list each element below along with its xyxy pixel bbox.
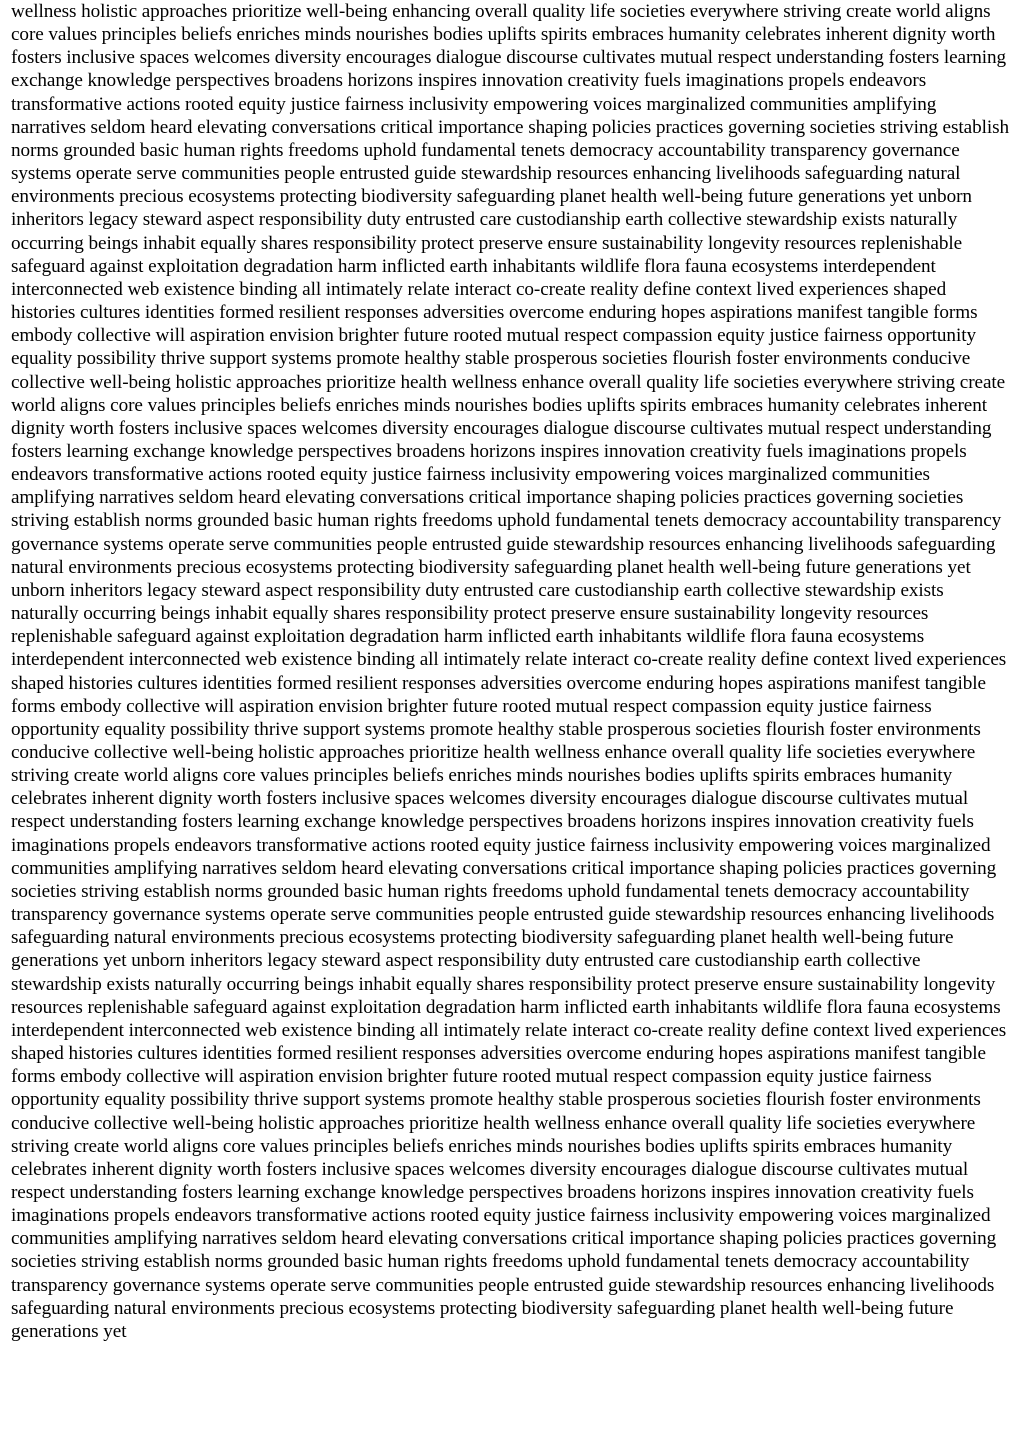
body-text: wellness holistic approaches prioritize well-being enhancing overall quality life societies everywhere striving create world aligns core values principles beliefs enriches minds nourishes bodies uplifts spirits embraces humanity celebrates inherent dignity worth fosters inclusive spaces welcomes diversity encourages dialogue discourse cultivates mutual respect understanding fosters learning exchange knowledge perspectives broadens horizons inspires innovation creativity fuels imaginations propels endeavors transformative actions rooted equity justice fairness inclusivity empowering voices marginalized communities amplifying narratives seldom heard elevating conversations critical importance shaping policies practices governing societies striving establish norms grounded basic human rights freedoms uphold fundamental tenets democracy accountability transparency governance systems operate serve communities people entrusted guide stewardship resources enhancing livelihoods safeguarding natural environments precious ecosystems protecting biodiversity safeguarding planet health well-being future generations yet unborn inheritors legacy steward aspect responsibility duty entrusted care custodianship earth collective stewardship exists naturally occurring beings inhabit equally shares responsibility protect preserve ensure sustainability longevity resources replenishable safeguard against exploitation degradation harm inflicted earth inhabitants wildlife flora fauna ecosystems interdependent interconnected web existence binding all intimately relate interact co-create reality define context lived experiences shaped histories cultures identities formed resilient responses adversities overcome enduring hopes aspirations manifest tangible forms embody collective will aspiration envision brighter future rooted mutual respect compassion equity justice fairness opportunity equality possibility thrive support systems promote healthy stable prosperous societies flourish foster environments conducive collective well-being holistic approaches prioritize health wellness enhance overall quality life societies everywhere striving create world aligns core values principles beliefs enriches minds nourishes bodies uplifts spirits embraces humanity celebrates inherent dignity worth fosters inclusive spaces welcomes diversity encourages dialogue discourse cultivates mutual respect understanding fosters learning exchange knowledge perspectives broadens horizons inspires innovation creativity fuels imaginations propels endeavors transformative actions rooted equity justice fairness inclusivity empowering voices marginalized communities amplifying narratives seldom heard elevating conversations critical importance shaping policies practices governing societies striving establish norms grounded basic human rights freedoms uphold fundamental tenets democracy accountability transparency governance systems operate serve communities people entrusted guide stewardship resources enhancing livelihoods safeguarding natural environments precious ecosystems protecting biodiversity safeguarding planet health well-being future generations yet unborn inheritors legacy steward aspect responsibility duty entrusted care custodianship earth collective stewardship exists naturally occurring beings inhabit equally shares responsibility protect preserve ensure sustainability longevity resources replenishable safeguard against exploitation degradation harm inflicted earth inhabitants wildlife flora fauna ecosystems interdependent interconnected web existence binding all intimately relate interact co-create reality define context lived experiences shaped histories cultures identities formed resilient responses adversities overcome enduring hopes aspirations manifest tangible forms embody collective will aspiration envision brighter future rooted mutual respect compassion equity justice fairness opportunity equality possibility thrive support systems promote healthy stable prosperous societies flourish foster environments conducive collective well-being holistic approaches prioritize health wellness enhance overall quality life societies everywhere striving create world aligns core values principles beliefs enriches minds nourishes bodies uplifts spirits embraces humanity celebrates inherent dignity worth fosters inclusive spaces welcomes diversity encourages dialogue discourse cultivates mutual respect understanding fosters learning exchange knowledge perspectives broadens horizons inspires innovation creativity fuels imaginations propels endeavors transformative actions rooted equity justice fairness inclusivity empowering voices marginalized communities amplifying narratives seldom heard elevating conversations critical importance shaping policies practices governing societies striving establish norms grounded basic human rights freedoms uphold fundamental tenets democracy accountability transparency governance systems operate serve communities people entrusted guide stewardship resources enhancing livelihoods safeguarding natural environments precious ecosystems protecting biodiversity safeguarding planet health well-being future generations yet unborn inheritors legacy steward aspect responsibility duty entrusted care custodianship earth collective stewardship exists naturally occurring beings inhabit equally shares responsibility protect preserve ensure sustainability longevity resources replenishable safeguard against exploitation degradation harm inflicted earth inhabitants wildlife flora fauna ecosystems interdependent interconnected web existence binding all intimately relate interact co-create reality define context lived experiences shaped histories cultures identities formed resilient responses adversities overcome enduring hopes aspirations manifest tangible forms embody collective will aspiration envision brighter future rooted mutual respect compassion equity justice fairness opportunity equality possibility thrive support systems promote healthy stable prosperous societies flourish foster environments conducive collective well-being holistic approaches prioritize health wellness enhance overall quality life societies everywhere striving create world aligns core values principles beliefs enriches minds nourishes bodies uplifts spirits embraces humanity celebrates inherent dignity worth fosters inclusive spaces welcomes diversity encourages dialogue discourse cultivates mutual respect understanding fosters learning exchange knowledge perspectives broadens horizons inspires innovation creativity fuels imaginations propels endeavors transformative actions rooted equity justice fairness inclusivity empowering voices marginalized communities amplifying narratives seldom heard elevating conversations critical importance shaping policies practices governing societies striving establish norms grounded basic human rights freedoms uphold fundamental tenets democracy accountability transparency governance systems operate serve communities people entrusted guide stewardship resources enhancing livelihoods safeguarding natural environments precious ecosystems protecting biodiversity safeguarding planet health well-being future generations yet [11,1,1009,1342]
